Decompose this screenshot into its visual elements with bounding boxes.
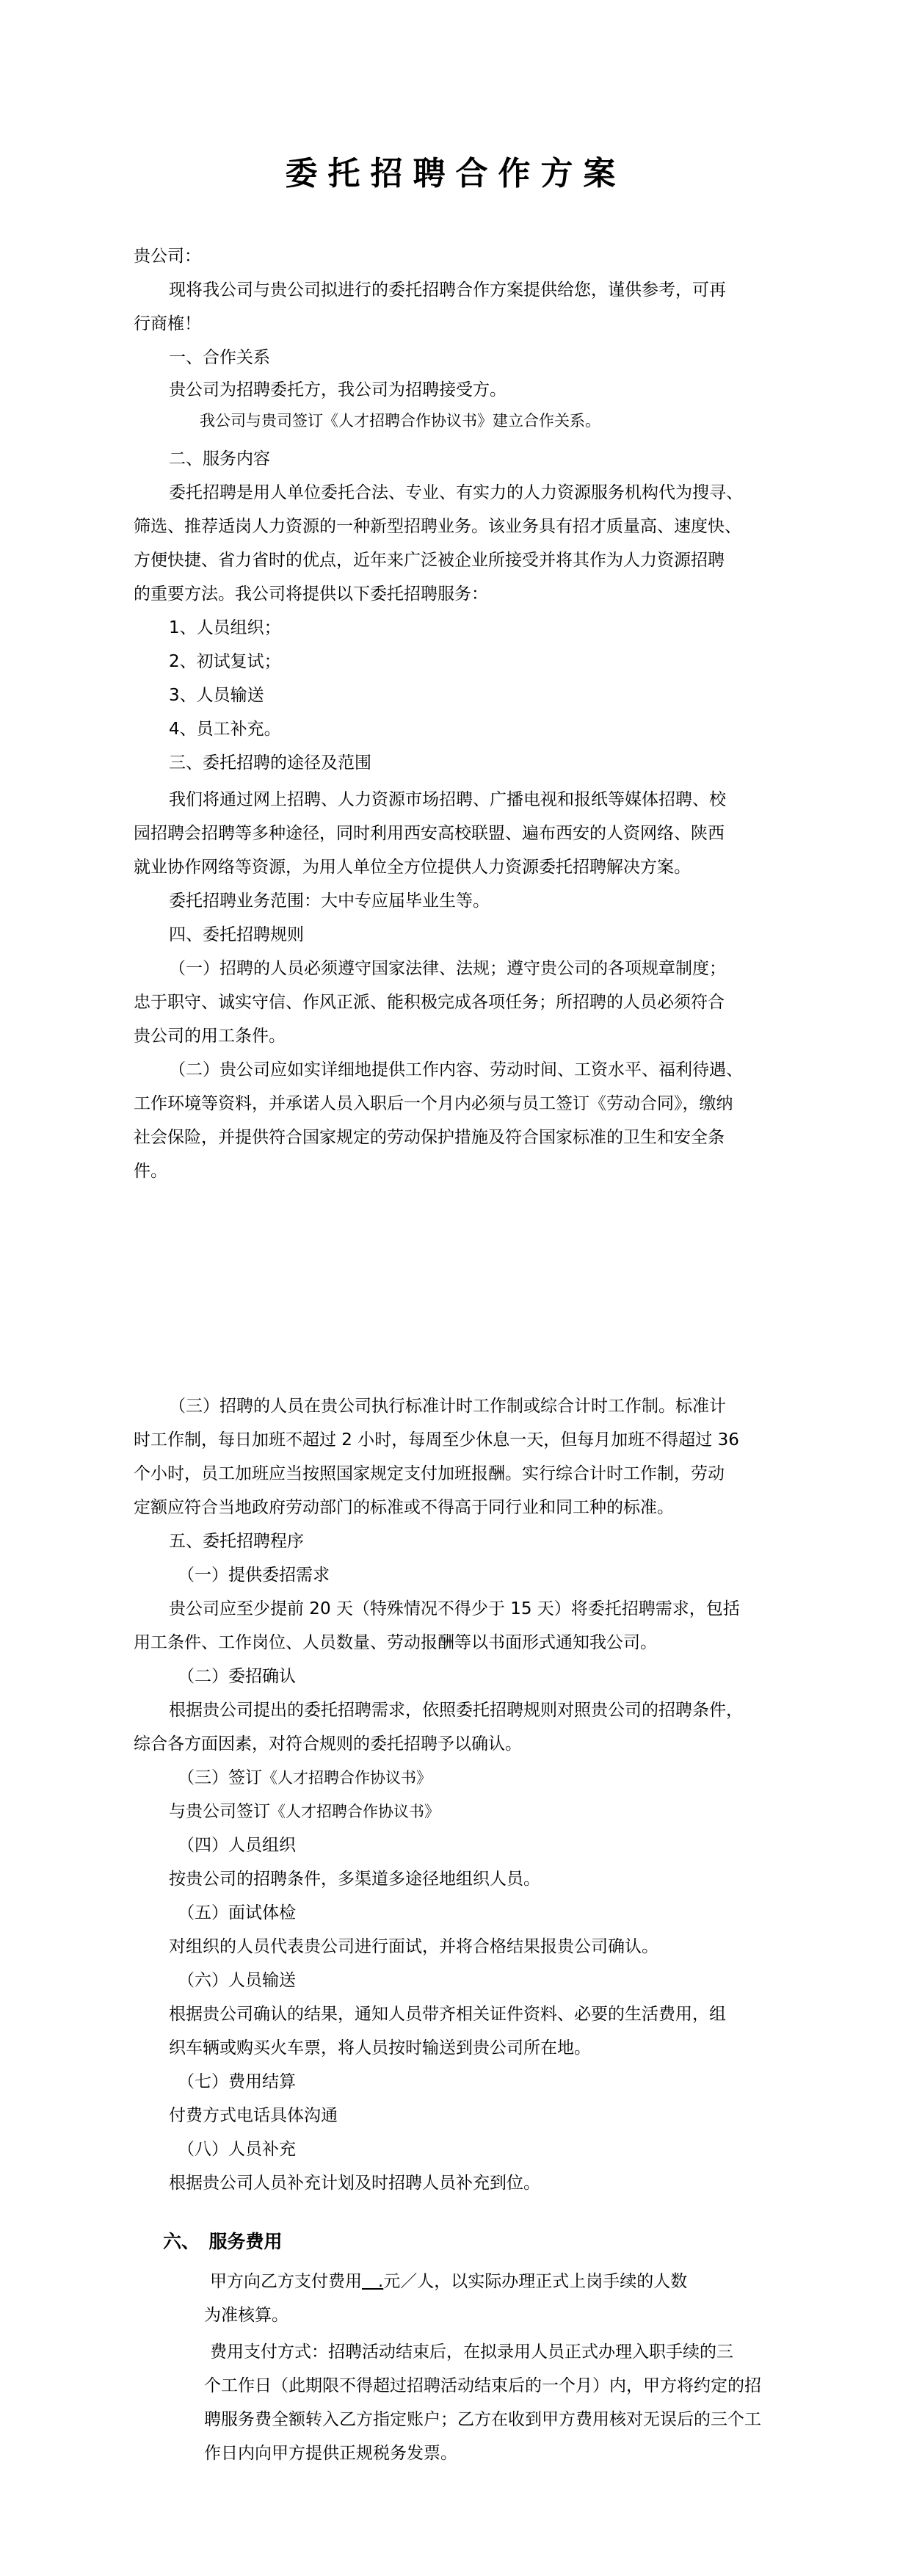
sub-heading: （七）费用结算	[178, 2072, 296, 2091]
intro-line: 行商榷！	[134, 314, 201, 333]
paragraph-line: 我们将通过网上招聘、人力资源市场招聘、广播电视和报纸等媒体招聘、校	[169, 790, 726, 809]
paragraph-line: 根据贵公司确认的结果，通知人员带齐相关证件资料、必要的生活费用，组	[169, 2005, 726, 2024]
paragraph: 与贵公司签订《人才招聘合作协议书》	[169, 1802, 440, 1821]
paragraph-line: 的重要方法。我公司将提供以下委托招聘服务：	[134, 585, 488, 604]
paragraph: 我公司与贵司签订《人才招聘合作协议书》建立合作关系。	[200, 412, 600, 430]
sub-heading: （二）委招确认	[178, 1667, 296, 1686]
intro-line: 现将我公司与贵公司拟进行的委托招聘合作方案提供给您，谨供参考，可再	[169, 281, 726, 300]
paragraph-line: 就业协作网络等资源，为用人单位全方位提供人力资源委托招聘解决方案。	[134, 858, 691, 877]
rule-line: 贵公司的用工条件。	[134, 1027, 286, 1046]
paragraph: 委托招聘业务范围：大中专应届毕业生等。	[169, 891, 490, 911]
document-title: 委托招聘合作方案	[285, 155, 626, 192]
salutation: 贵公司：	[134, 247, 201, 266]
rule-line: 工作环境等资料，并承诺人员入职后一个月内必须与员工签订《劳动合同》，缴纳	[134, 1094, 733, 1113]
paragraph-line: 织车辆或购买火车票，将人员按时输送到贵公司所在地。	[169, 2038, 591, 2058]
paragraph-line: 委托招聘是用人单位委托合法、专业、有实力的人力资源服务机构代为搜寻、	[169, 483, 743, 502]
sub-heading: （一）提供委招需求	[178, 1566, 330, 1585]
paragraph-line: 综合各方面因素，对符合规则的委托招聘予以确认。	[134, 1734, 522, 1754]
paragraph-line: 根据贵公司提出的委托招聘需求，依照委托招聘规则对照贵公司的招聘条件，	[169, 1701, 743, 1720]
rule-line: 社会保险，并提供符合国家规定的劳动保护措施及符合国家标准的卫生和安全条	[134, 1128, 725, 1147]
paragraph-line: 筛选、推荐适岗人力资源的一种新型招聘业务。该业务具有招才质量高、速度快、	[134, 517, 741, 536]
sub-heading: （八）人员补充	[178, 2140, 296, 2159]
list-item: 4、员工补充。	[169, 720, 281, 739]
rule-line: 忠于职守、诚实守信、作风正派、能积极完成各项任务；所招聘的人员必须符合	[134, 993, 725, 1012]
sub-heading: （五）面试体检	[178, 1903, 296, 1922]
rule-line: 件。	[134, 1162, 167, 1181]
rule-line: 时工作制，每日加班不超过 2 小时，每周至少休息一天，但每月加班不得超过 36	[134, 1430, 739, 1450]
section-heading: 二、服务内容	[169, 449, 270, 468]
rule-line: （二）贵公司应如实详细地提供工作内容、劳动时间、工资水平、福利待遇、	[169, 1060, 743, 1079]
payment-line: 个工作日（此期限不得超过招聘活动结束后的一个月）内，甲方将约定的招	[204, 2376, 761, 2395]
paragraph: 贵公司为招聘委托方，我公司为招聘接受方。	[169, 380, 507, 399]
section-heading: 三、委托招聘的途径及范围	[169, 753, 371, 773]
payment-line: 聘服务费全额转入乙方指定账户；乙方在收到甲方费用核对无误后的三个工	[204, 2410, 761, 2429]
sub-heading: （六）人员输送	[178, 1971, 296, 1990]
rule-line: 定额应符合当地政府劳动部门的标准或不得高于同行业和同工种的标准。	[134, 1498, 674, 1517]
fee-line: 甲方向乙方支付费用 .元／人，以实际办理正式上岗手续的人数	[210, 2272, 688, 2291]
list-item: 2、初试复试；	[169, 652, 281, 671]
payment-line: 费用支付方式：招聘活动结束后，在拟录用人员正式办理入职手续的三	[210, 2342, 733, 2362]
payment-line: 作日内向甲方提供正规税务发票。	[204, 2444, 457, 2463]
paragraph-line: 贵公司应至少提前 20 天（特殊情况不得少于 15 天）将委托招聘需求，包括	[169, 1599, 740, 1618]
fee-line: 为准核算。	[204, 2306, 288, 2325]
paragraph-line: 方便快捷、省力省时的优点，近年来广泛被企业所接受并将其作为人力资源招聘	[134, 551, 725, 570]
paragraph: 付费方式电话具体沟通	[169, 2106, 338, 2125]
section-heading: 四、委托招聘规则	[169, 925, 304, 944]
paragraph: 根据贵公司人员补充计划及时招聘人员补充到位。	[169, 2174, 540, 2193]
section-heading: 五、委托招聘程序	[169, 1532, 304, 1551]
list-item: 3、人员输送	[169, 686, 264, 705]
paragraph: 对组织的人员代表贵公司进行面试，并将合格结果报贵公司确认。	[169, 1937, 658, 1956]
section-heading: 六、 服务费用	[163, 2231, 283, 2252]
rule-line: 个小时，员工加班应当按照国家规定支付加班报酬。实行综合计时工作制，劳动	[134, 1464, 725, 1483]
paragraph-line: 用工条件、工作岗位、人员数量、劳动报酬等以书面形式通知我公司。	[134, 1633, 657, 1652]
sub-heading: （四）人员组织	[178, 1836, 296, 1855]
rule-line: （一）招聘的人员必须遵守国家法律、法规；遵守贵公司的各项规章制度；	[169, 959, 726, 978]
list-item: 1、人员组织；	[169, 618, 281, 637]
paragraph: 按贵公司的招聘条件，多渠道多途径地组织人员。	[169, 1870, 540, 1889]
section-heading: 一、合作关系	[169, 348, 270, 367]
paragraph-line: 园招聘会招聘等多种途径，同时利用西安高校联盟、遍布西安的人资网络、陕西	[134, 824, 725, 843]
rule-line: （三）招聘的人员在贵公司执行标准计时工作制或综合计时工作制。标准计	[169, 1397, 726, 1416]
sub-heading: （三）签订《人才招聘合作协议书》	[178, 1768, 432, 1787]
